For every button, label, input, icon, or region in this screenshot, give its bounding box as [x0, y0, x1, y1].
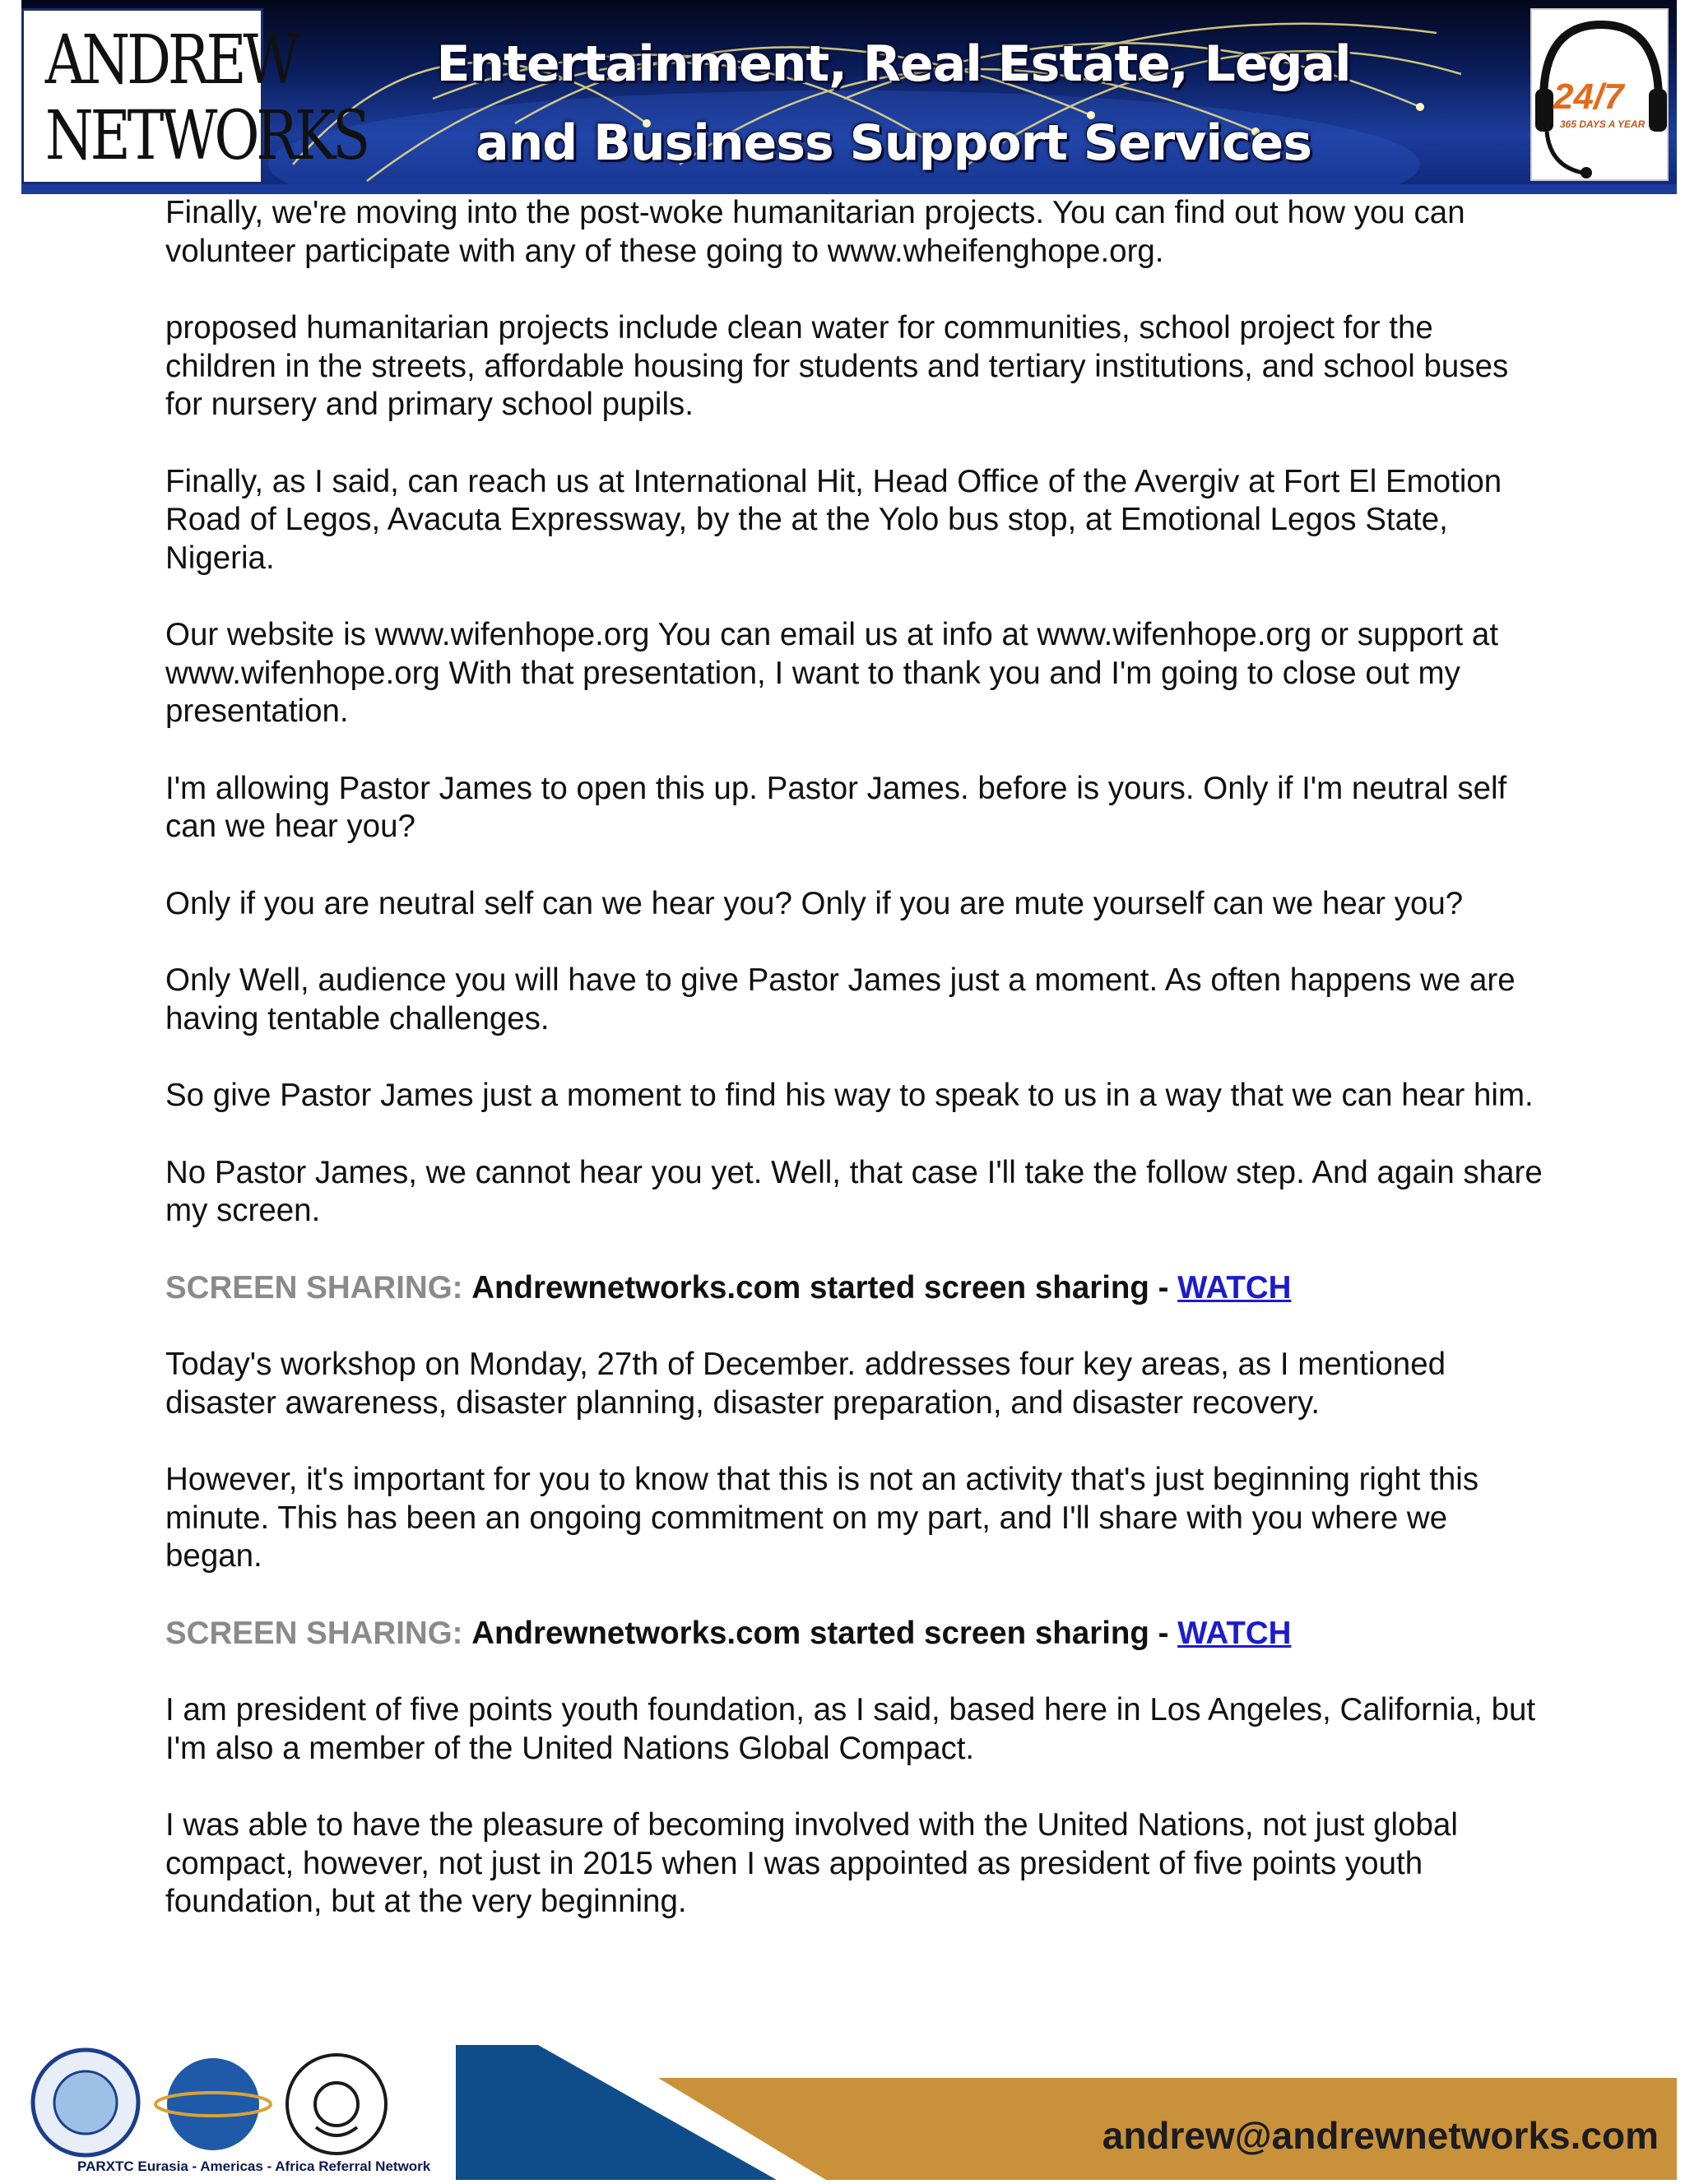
paragraph: I'm allowing Pastor James to open this up. Pastor James. before is yours. Only if I'm neutral self can we hear you? [165, 770, 1507, 844]
badge-247-text: 24/7 [1553, 77, 1624, 117]
footer-caption: PARXTC Eurasia - Americas - Africa Referral Network [77, 2158, 431, 2174]
screen-sharing-text: Andrewnetworks.com started screen sharing - [471, 1269, 1169, 1305]
transcript-body [165, 194, 1548, 1960]
header-underline [21, 184, 1677, 194]
screen-sharing-text: Andrewnetworks.com started screen sharing - [471, 1615, 1169, 1651]
paragraph: Today's workshop on Monday, 27th of December. addresses four key areas, as I mentioned disaster awareness, disaster planning, disaster preparation, and disaster recovery. [165, 1347, 1446, 1421]
screen-sharing-notice [165, 1269, 1548, 1308]
paragraph: However, it's important for you to know that this is not an activity that's just beginning right this minute. This has been an ongoing commitment on my part, and I'll share with you where we began. [165, 1462, 1479, 1574]
watch-link[interactable]: WATCH [1177, 1269, 1292, 1305]
screen-sharing-notice [165, 1615, 1548, 1653]
paragraph: No Pastor James, we cannot hear you yet. Well, that case I'll take the follow step. And again share my screen. [165, 1154, 1543, 1228]
paragraph: So give Pastor James just a moment to find his way to speak to us in a way that we can hear him. [165, 1078, 1534, 1113]
contact-email[interactable]: andrew@andrewnetworks.com [1102, 2114, 1659, 2157]
watch-link[interactable]: WATCH [1177, 1615, 1292, 1651]
paragraph: proposed humanitarian projects include clean water for communities, school project for the children in the streets, affordable housing for students and tertiary institutions, and school buses for nursery and primary school pupils. [165, 310, 1509, 422]
header-banner [21, 0, 1677, 194]
banner-title [318, 25, 1469, 183]
paragraph: I am president of five points youth foundation, as I said, based here in Los Angeles, California, but I'm also a member of the United Nations Global Compact. [165, 1692, 1536, 1766]
logo-word-networks: NETWORKS [44, 97, 368, 175]
banner-title-line2: and Business Support Services [476, 114, 1311, 172]
screen-sharing-label: SCREEN SHARING: [165, 1269, 463, 1305]
paragraph: Our website is www.wifenhope.org You can email us at info at www.wifenhope.org or support at www.wifenhope.org With that presentation, I want to thank you and I'm going to close out my presentation. [165, 617, 1499, 729]
badge-year-text: 365 DAYS A YEAR [1560, 118, 1646, 130]
footer-partner-logos [12, 2045, 456, 2180]
paragraph: Only if you are neutral self can we hear you? Only if you are mute yourself can we hear you? [165, 885, 1464, 921]
banner-title-line1: Entertainment, Real Estate, Legal [436, 35, 1351, 93]
paragraph: Only Well, audience you will have to give Pastor James just a moment. As often happens we are having tentable challenges. [165, 962, 1516, 1036]
paragraph: Finally, as I said, can reach us at International Hit, Head Office of the Avergiv at Fort El Emotion Road of Legos, Avacuta Expressway, by the at the Yolo bus stop, at Emotional Legos State, Nigeria. [165, 463, 1502, 576]
logo-word-andrew: ANDREW [44, 21, 297, 100]
andrew-networks-logo [21, 8, 368, 184]
paragraph: Finally, we're moving into the post-woke humanitarian projects. You can find out how you can volunteer participate with any of these going to www.wheifenghope.org. [165, 195, 1465, 269]
screen-sharing-label: SCREEN SHARING: [165, 1615, 463, 1651]
paragraph: I was able to have the pleasure of becoming involved with the United Nations, not just global compact, however, not just in 2015 when I was appointed as president of five points youth foundation, but at the very beginning. [165, 1807, 1458, 1919]
support-247-badge [1530, 8, 1669, 181]
footer-banner [12, 2045, 1677, 2180]
